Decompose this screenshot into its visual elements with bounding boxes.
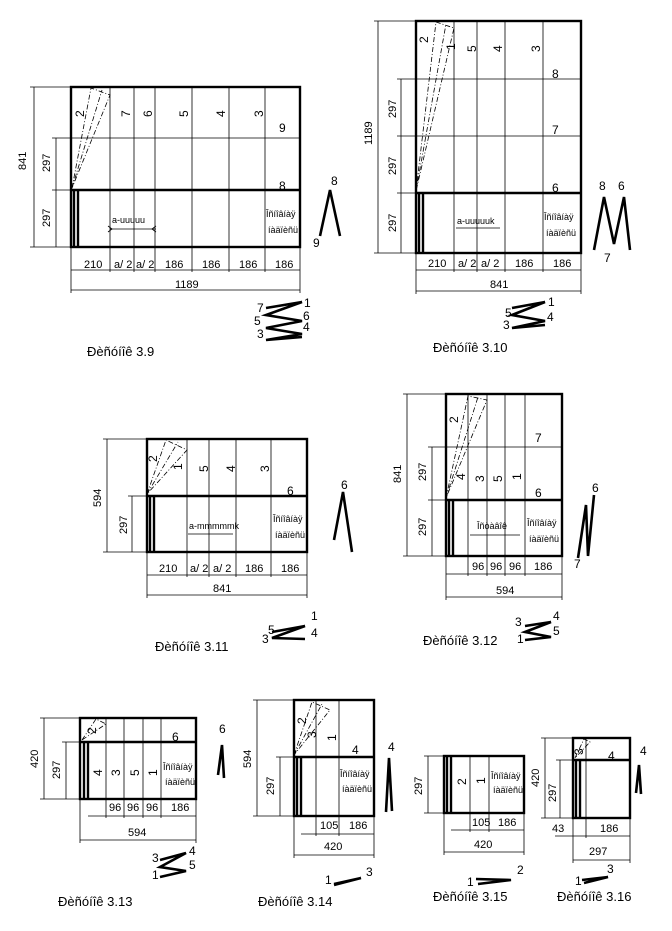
figure-caption: Đèñóíîê 3.10 (433, 340, 508, 355)
panel-number: 7 (119, 110, 133, 117)
panel-number: 2 (146, 455, 160, 462)
fold-number: 6 (303, 309, 310, 323)
dimension-label: 594 (496, 585, 515, 597)
fold-number: 5 (505, 306, 512, 320)
fold-number: 1 (575, 874, 582, 888)
panel-number: 3 (529, 45, 543, 52)
panel-number: 4 (608, 749, 615, 763)
zigzag-number: 6 (341, 478, 348, 492)
zigzag-fold-icon (636, 765, 641, 794)
title-block-label: íàäïèñü (529, 534, 560, 544)
dimension-label: 297 (589, 846, 608, 858)
zigzag-number: 4 (640, 744, 647, 758)
panel-number: 4 (454, 473, 468, 480)
zigzag-number: 6 (618, 179, 625, 193)
dimension-label: 186 (498, 817, 517, 829)
zigzag-number: 6 (219, 722, 226, 736)
fold-number: 1 (304, 296, 311, 310)
dimension-label: 186 (245, 563, 264, 575)
title-block-label: Îñíîâíàÿ (163, 762, 193, 772)
dimension-label: 186 (553, 258, 572, 270)
figure-3-12 (392, 394, 599, 648)
dimension-label: 1189 (363, 121, 375, 145)
dimension-label: 105 (472, 817, 491, 829)
dimension-label: 96 (472, 561, 485, 573)
accordion-fold-icon (334, 878, 361, 885)
zigzag-number: 4 (388, 740, 395, 754)
title-block-label: íàäïèñü (493, 785, 524, 795)
dimension-label: 43 (552, 823, 565, 835)
fold-number: 3 (262, 632, 269, 646)
zigzag-number: 7 (604, 251, 611, 265)
panel-number: 4 (214, 110, 228, 117)
dimension-label: 186 (239, 259, 258, 271)
panel-number: 1 (510, 473, 524, 480)
title-block-label: Îñíîâíàÿ (491, 771, 521, 781)
dimension-label: 297 (417, 517, 429, 536)
dimension-label: 420 (530, 768, 542, 787)
figure-3-15 (413, 756, 524, 904)
panel-number: 7 (535, 431, 542, 445)
panel-number: 4 (352, 743, 359, 757)
dimension-label: 841 (490, 279, 509, 291)
panel-number: 2 (85, 727, 99, 734)
fold-number: 3 (503, 318, 510, 332)
zigzag-fold-icon (320, 190, 340, 236)
dimension-label: 297 (547, 783, 559, 802)
panel-number: 3 (305, 731, 319, 738)
panel-number: 5 (177, 110, 191, 117)
panel-number: 3 (258, 465, 272, 472)
fold-number: 5 (254, 314, 261, 328)
dimension-label: 297 (387, 213, 399, 232)
accordion-fold-icon (512, 302, 545, 328)
dimension-label: 594 (128, 827, 147, 839)
dimension-label: a/ 2 (458, 258, 477, 270)
margin-label: a-uuuuuk (457, 216, 495, 226)
fold-number: 1 (311, 609, 318, 623)
panel-number: 5 (197, 465, 211, 472)
title-block-label: íàäïèñü (268, 225, 299, 235)
dimension-label: 186 (275, 259, 294, 271)
panel-number: 2 (455, 778, 469, 785)
dimension-label: a/ 2 (190, 563, 209, 575)
dimension-label: 297 (417, 462, 429, 481)
dimension-label: 297 (118, 515, 130, 534)
panel-number: 9 (279, 121, 286, 135)
dimension-label: 420 (29, 749, 41, 768)
zigzag-number: 8 (331, 174, 338, 188)
panel-number: 7 (552, 123, 559, 137)
figure-3-14 (242, 700, 395, 909)
dimension-label: 186 (349, 820, 368, 832)
figure-caption: Đèñóíîê 3.12 (423, 633, 498, 648)
dimension-label: 96 (127, 802, 140, 814)
dimension-label: 420 (474, 839, 493, 851)
panel-number: 4 (91, 769, 105, 776)
fold-number: 4 (547, 310, 554, 324)
dimension-label: 297 (265, 776, 277, 795)
dimension-label: a/ 2 (136, 259, 155, 271)
title-block-label: íàäïèñü (342, 784, 373, 794)
dimension-label: 186 (600, 823, 619, 835)
dimension-label: 297 (51, 760, 63, 779)
panel-number: 5 (128, 769, 142, 776)
dimension-label: 96 (490, 561, 503, 573)
accordion-fold-icon (272, 626, 305, 639)
panel-number: 6 (535, 486, 542, 500)
dimension-label: a/ 2 (481, 258, 500, 270)
fold-number: 3 (607, 862, 614, 876)
title-block-label: Îñíîâíàÿ (527, 518, 557, 528)
panel-number: 6 (172, 730, 179, 744)
dimension-label: 210 (84, 259, 103, 271)
dimension-label: 186 (202, 259, 221, 271)
margin-label: a-mmmmmk (189, 521, 239, 531)
accordion-fold-icon (476, 879, 511, 884)
zigzag-number: 7 (574, 557, 581, 571)
title-block-label: íàäïèñü (546, 228, 577, 238)
figure-caption: Đèñóíîê 3.11 (155, 639, 229, 654)
dimension-label: 420 (324, 841, 343, 853)
panel-number: 5 (465, 45, 479, 52)
dimension-label: 594 (92, 488, 104, 507)
accordion-fold-icon (266, 302, 302, 340)
zigzag-fold-icon (578, 495, 594, 558)
panel-number: 4 (224, 465, 238, 472)
dimension-label: 186 (171, 802, 190, 814)
panel-number: 2 (447, 416, 461, 423)
fold-number: 1 (517, 632, 524, 646)
dimension-label: 297 (41, 153, 53, 172)
zigzag-fold-icon (594, 197, 630, 250)
panel-number: 6 (287, 484, 294, 498)
figure-caption: Đèñóíîê 3.9 (87, 344, 155, 359)
dimension-label: 96 (109, 802, 122, 814)
figure-3-13 (29, 718, 226, 909)
fold-number: 4 (189, 844, 196, 858)
panel-number: 1 (474, 777, 488, 784)
dimension-label: 297 (387, 99, 399, 118)
fold-number: 7 (257, 301, 264, 315)
accordion-fold-icon (582, 877, 608, 883)
dimension-label: 841 (17, 151, 29, 170)
panel-number: 1 (444, 43, 458, 50)
panel-number: 5 (491, 475, 505, 482)
dimension-label: 297 (387, 156, 399, 175)
figure-3-11 (92, 439, 352, 654)
figure-caption: Đèñóíîê 3.16 (557, 889, 632, 904)
zigzag-number: 8 (599, 179, 606, 193)
fold-number: 1 (548, 295, 555, 309)
title-block-label: Îñíîâíàÿ (340, 769, 370, 779)
dimension-label: 210 (428, 258, 447, 270)
figure-caption: Đèñóíîê 3.14 (258, 894, 333, 909)
panel-number: 3 (473, 475, 487, 482)
dimension-label: 594 (242, 749, 254, 768)
title-block-label: Îñíîâíàÿ (544, 212, 574, 222)
panel-number: 3 (252, 110, 266, 117)
panel-number: 8 (552, 67, 559, 81)
dimension-label: 186 (165, 259, 184, 271)
fold-number: 1 (152, 868, 159, 882)
panel-number: 1 (146, 769, 160, 776)
fold-number: 5 (189, 858, 196, 872)
title-block-label: Îñíîâíàÿ (266, 209, 296, 219)
dimension-label: 186 (281, 563, 300, 575)
panel-number: 2 (295, 717, 309, 724)
zigzag-number: 9 (313, 236, 320, 250)
zigzag-number: 6 (592, 481, 599, 495)
panel-number: 3 (109, 769, 123, 776)
zigzag-fold-icon (386, 758, 392, 812)
fold-number: 3 (366, 865, 373, 879)
fold-number: 5 (268, 623, 275, 637)
panel-number: 6 (141, 110, 155, 117)
title-block-label: íàäïèñü (275, 530, 306, 540)
fold-number: 5 (553, 624, 560, 638)
dimension-label: 841 (213, 583, 232, 595)
figure-3-10 (363, 21, 630, 355)
title-block-label: íàäïèñü (165, 777, 196, 787)
panel-number: 2 (73, 110, 87, 117)
panel-number: 6 (552, 181, 559, 195)
panel-number: 2 (417, 36, 431, 43)
dimension-label: 186 (515, 258, 534, 270)
dimension-label: 297 (413, 776, 425, 795)
fold-number: 1 (467, 875, 474, 889)
panel-number: 1 (171, 463, 185, 470)
dimension-label: 96 (509, 561, 522, 573)
dimension-label: a/ 2 (213, 563, 232, 575)
accordion-fold-icon (525, 622, 551, 640)
fold-number: 4 (311, 626, 318, 640)
zigzag-fold-icon (218, 745, 224, 778)
fold-number: 3 (515, 615, 522, 629)
dimension-label: 297 (41, 208, 53, 227)
dimension-label: 841 (392, 464, 404, 483)
margin-label: a-uuuuu (112, 215, 146, 225)
dimension-label: 1189 (175, 279, 199, 291)
figure-caption: Đèñóíîê 3.15 (433, 889, 508, 904)
fold-number: 3 (257, 327, 264, 341)
figure-caption: Đèñóíîê 3.13 (58, 894, 133, 909)
fold-number: 1 (325, 873, 332, 887)
accordion-fold-icon (160, 853, 186, 877)
fold-number: 4 (303, 320, 310, 334)
fold-number: 2 (517, 863, 524, 877)
margin-label: Îñòàâîê (477, 521, 508, 531)
dimension-label: 186 (534, 561, 553, 573)
dimension-label: 105 (320, 820, 339, 832)
panel-number: 4 (491, 45, 505, 52)
figure-3-9 (17, 87, 340, 359)
panel-number: 8 (279, 179, 286, 193)
fold-number: 3 (152, 851, 159, 865)
title-block-label: Îñíîâíàÿ (273, 514, 303, 524)
dimension-label: 210 (159, 563, 178, 575)
dimension-label: 96 (146, 802, 159, 814)
dimension-label: a/ 2 (114, 259, 133, 271)
panel-number: 1 (325, 734, 339, 741)
zigzag-fold-icon (334, 492, 352, 552)
panel-number: 3 (572, 748, 586, 755)
fold-number: 4 (553, 609, 560, 623)
figure-3-16 (530, 738, 647, 904)
